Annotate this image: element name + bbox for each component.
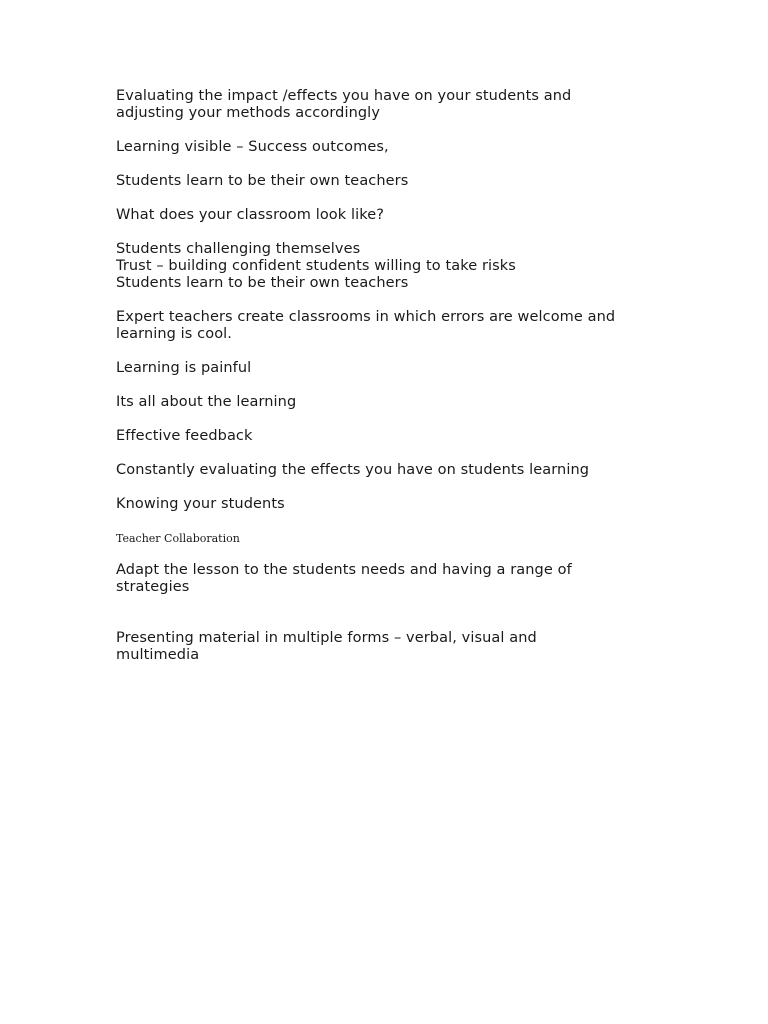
text-line-learning-cool: learning is cool.: [116, 326, 233, 342]
text-line-teacher-collaboration: Teacher Collaboration: [116, 532, 240, 545]
text-line-adapt-lesson: Adapt the lesson to the students needs and having a range of: [116, 562, 572, 578]
text-line-classroom-question: What does your classroom look like?: [116, 207, 385, 223]
text-line-expert-teachers: Expert teachers create classrooms in which errors are welcome and: [116, 309, 616, 325]
text-line-students-learn-teachers-2: Students learn to be their own teachers: [116, 275, 409, 291]
text-line-constantly-evaluating: Constantly evaluating the effects you have on students learning: [116, 462, 590, 478]
text-line-trust-building: Trust – building confident students willing to take risks: [116, 258, 516, 274]
text-line-strategies: strategies: [116, 579, 190, 595]
text-line-learning-painful: Learning is painful: [116, 360, 252, 376]
text-line-knowing-students: Knowing your students: [116, 496, 285, 512]
text-line-adjusting-methods: adjusting your methods accordingly: [116, 105, 380, 121]
text-line-multimedia: multimedia: [116, 647, 200, 663]
text-line-effective-feedback: Effective feedback: [116, 428, 253, 444]
text-line-all-about-learning: Its all about the learning: [116, 394, 297, 410]
text-line-students-learn-teachers: Students learn to be their own teachers: [116, 173, 409, 189]
text-line-evaluating-impact: Evaluating the impact /effects you have on your students and: [116, 88, 572, 104]
text-line-presenting-material: Presenting material in multiple forms – verbal, visual and: [116, 630, 537, 646]
text-line-learning-visible: Learning visible – Success outcomes,: [116, 139, 389, 155]
text-line-students-challenging: Students challenging themselves: [116, 241, 361, 257]
